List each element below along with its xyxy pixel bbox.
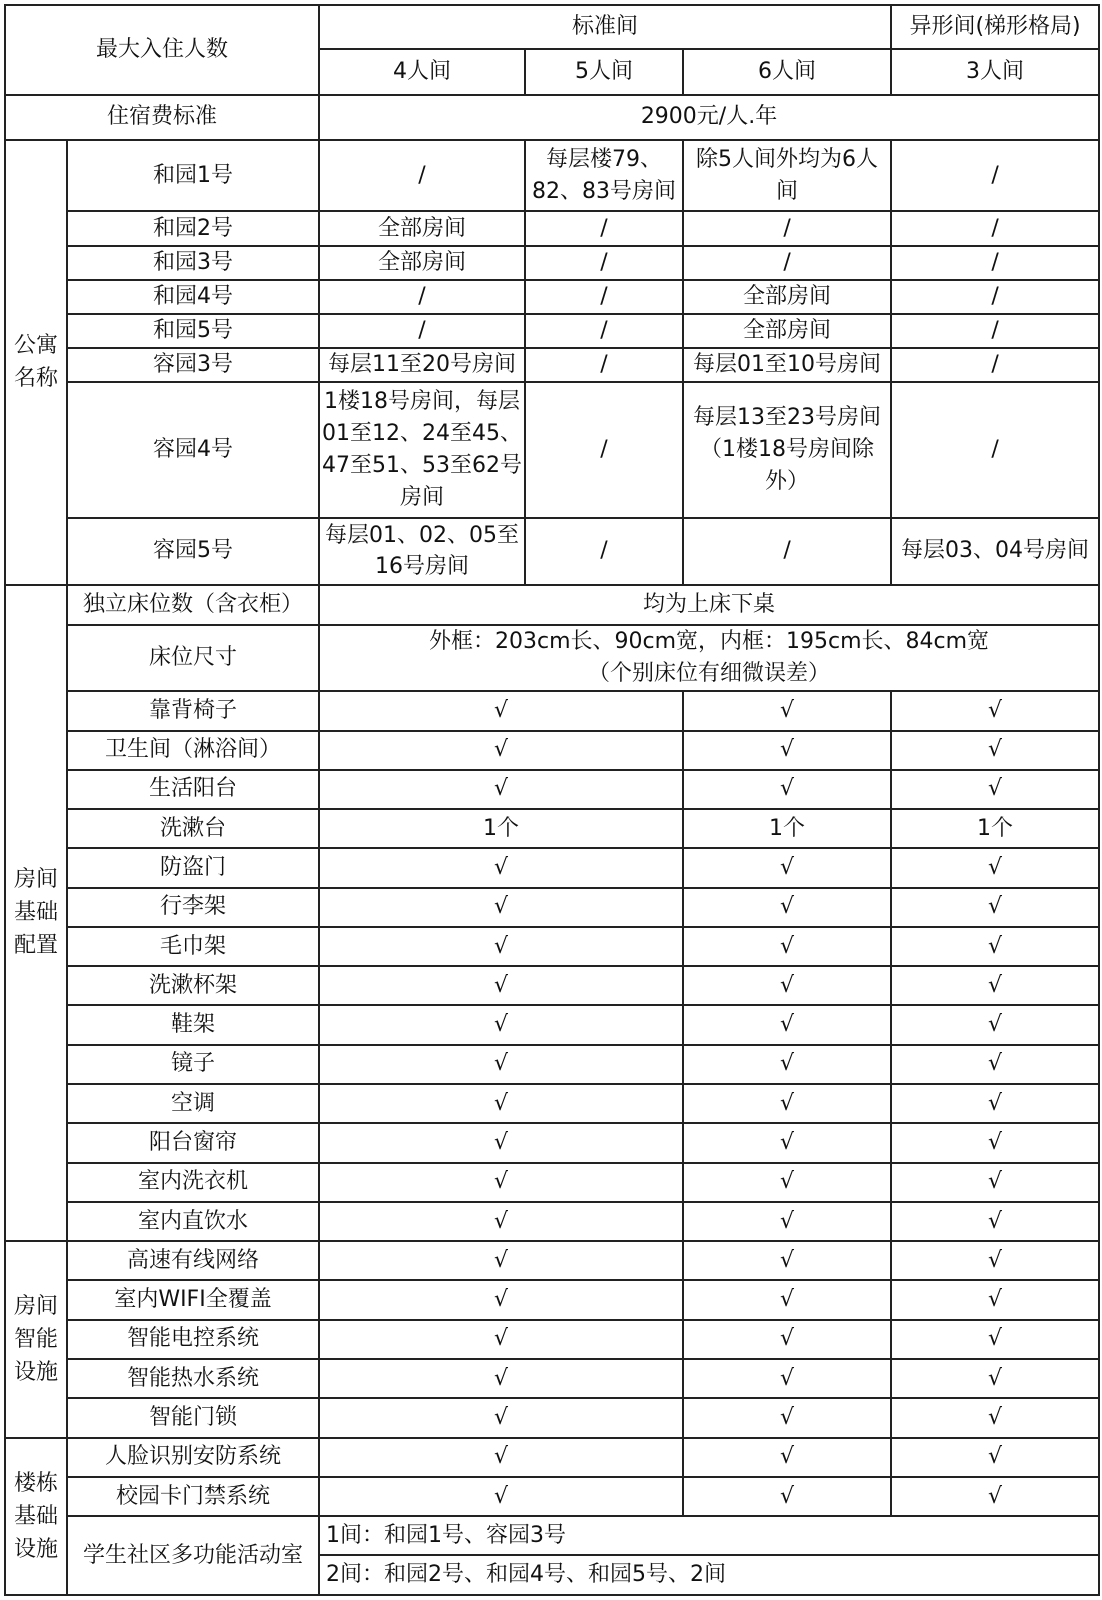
special-room-header: 异形间(梯形格局) (891, 5, 1099, 49)
fee-value: 2900元/人.年 (319, 95, 1099, 140)
cell-standard-4-5: √ (319, 966, 683, 1005)
cell-4: 全部房间 (319, 211, 525, 245)
cell-standard-4-5: √ (319, 731, 683, 770)
feature-name: 高速有线网络 (67, 1241, 319, 1280)
cell-standard-6: √ (683, 1320, 891, 1359)
feature-name: 空调 (67, 1084, 319, 1123)
bed-count-label: 独立床位数（含衣柜） (67, 585, 319, 625)
cell-standard-4-5: √ (319, 1359, 683, 1398)
cell-standard-6: √ (683, 1163, 891, 1202)
cell-standard-6: √ (683, 848, 891, 887)
cell-3: / (891, 246, 1099, 280)
cell-3: / (891, 382, 1099, 518)
cell-standard-4-5: √ (319, 1084, 683, 1123)
apartment-name: 和园4号 (67, 280, 319, 314)
cell-special-3: √ (891, 1398, 1099, 1437)
cell-special-3: √ (891, 888, 1099, 927)
cell-special-3: √ (891, 691, 1099, 730)
cell-standard-6: √ (683, 888, 891, 927)
standard-room-header: 标准间 (319, 5, 891, 49)
cell-standard-6: √ (683, 1123, 891, 1162)
cell-standard-4-5: √ (319, 1438, 683, 1477)
bed-size-value (319, 625, 1099, 691)
col-5-header: 5人间 (525, 49, 683, 94)
cell-4: / (319, 314, 525, 348)
cell-standard-4-5: √ (319, 770, 683, 809)
cell-standard-6: √ (683, 1359, 891, 1398)
feature-name: 鞋架 (67, 1005, 319, 1044)
cell-special-3: √ (891, 1084, 1099, 1123)
feature-name: 毛巾架 (67, 927, 319, 966)
cell-4: 1楼18号房间，每层01至12、24至45、47至51、53至62号房间 (319, 382, 525, 518)
feature-name: 人脸识别安防系统 (67, 1438, 319, 1477)
cell-3: / (891, 314, 1099, 348)
cell-5: / (525, 280, 683, 314)
col-4-header: 4人间 (319, 49, 525, 94)
cell-6: 全部房间 (683, 280, 891, 314)
feature-name: 防盗门 (67, 848, 319, 887)
cell-standard-6: √ (683, 1084, 891, 1123)
cell-standard-4-5: √ (319, 1280, 683, 1319)
cell-special-3: √ (891, 1123, 1099, 1162)
cell-standard-4-5: √ (319, 1477, 683, 1516)
fee-label: 住宿费标准 (5, 95, 319, 140)
dormitory-table (4, 4, 1100, 1596)
bed-size-note: （个别床位有细微误差） (588, 661, 831, 687)
feature-name: 室内直饮水 (67, 1202, 319, 1241)
apartments-category: 公寓 名称 (5, 140, 67, 585)
cell-standard-6: √ (683, 770, 891, 809)
cell-standard-6: √ (683, 1202, 891, 1241)
cell-standard-6: √ (683, 1438, 891, 1477)
cell-3: / (891, 211, 1099, 245)
cell-standard-4-5: √ (319, 1005, 683, 1044)
cell-standard-6: √ (683, 1005, 891, 1044)
cell-standard-4-5: √ (319, 1123, 683, 1162)
cell-special-3: √ (891, 1241, 1099, 1280)
cell-standard-6: √ (683, 1477, 891, 1516)
cell-standard-6: √ (683, 691, 891, 730)
cell-standard-4-5: √ (319, 1398, 683, 1437)
cell-6: / (683, 211, 891, 245)
cell-standard-4-5: √ (319, 1202, 683, 1241)
feature-name: 靠背椅子 (67, 691, 319, 730)
cell-standard-4-5: √ (319, 848, 683, 887)
cell-special-3: √ (891, 1359, 1099, 1398)
cell-standard-6: √ (683, 731, 891, 770)
cell-special-3: √ (891, 1045, 1099, 1084)
feature-name: 镜子 (67, 1045, 319, 1084)
feature-name: 智能电控系统 (67, 1320, 319, 1359)
cell-3: 每层03、04号房间 (891, 518, 1099, 584)
cell-special-3: √ (891, 1163, 1099, 1202)
cell-special-3: √ (891, 1438, 1099, 1477)
feature-name: 洗漱杯架 (67, 966, 319, 1005)
max-occupancy-header: 最大入住人数 (5, 5, 319, 95)
cell-5: / (525, 246, 683, 280)
cell-standard-6: 1个 (683, 809, 891, 848)
cell-5: / (525, 314, 683, 348)
feature-name: 阳台窗帘 (67, 1123, 319, 1162)
cell-6: / (683, 246, 891, 280)
feature-name: 生活阳台 (67, 770, 319, 809)
cell-6: 每层13至23号房间（1楼18号房间除外） (683, 382, 891, 518)
room-basic-category: 房间 基础 配置 (5, 585, 67, 1242)
cell-standard-6: √ (683, 1241, 891, 1280)
cell-special-3: √ (891, 927, 1099, 966)
cell-6: 每层01至10号房间 (683, 348, 891, 382)
cell-standard-6: √ (683, 1280, 891, 1319)
cell-5: / (525, 348, 683, 382)
cell-4: / (319, 140, 525, 212)
bed-size-dimensions: 外框：203cm长、90cm宽，内框：195cm长、84cm宽 (428, 629, 990, 655)
cell-standard-4-5: √ (319, 927, 683, 966)
feature-name: 智能热水系统 (67, 1359, 319, 1398)
cell-5: / (525, 382, 683, 518)
cell-standard-4-5: √ (319, 888, 683, 927)
feature-name: 卫生间（淋浴间） (67, 731, 319, 770)
cell-standard-4-5: √ (319, 1320, 683, 1359)
cell-special-3: √ (891, 966, 1099, 1005)
cell-standard-4-5: 1个 (319, 809, 683, 848)
cell-standard-4-5: √ (319, 1163, 683, 1202)
cell-4: 每层11至20号房间 (319, 348, 525, 382)
cell-standard-4-5: √ (319, 1241, 683, 1280)
cell-standard-6: √ (683, 1045, 891, 1084)
feature-name: 智能门锁 (67, 1398, 319, 1437)
cell-standard-6: √ (683, 1398, 891, 1437)
cell-3: / (891, 280, 1099, 314)
col-6-header: 6人间 (683, 49, 891, 94)
activity-room-line-2: 2间：和园2号、和园4号、和园5号、2间 (319, 1555, 1099, 1595)
apartment-name: 和园2号 (67, 211, 319, 245)
cell-standard-4-5: √ (319, 691, 683, 730)
feature-name: 室内WIFI全覆盖 (67, 1280, 319, 1319)
bed-size-label: 床位尺寸 (67, 625, 319, 691)
building-category: 楼栋 基础 设施 (5, 1438, 67, 1595)
cell-standard-6: √ (683, 966, 891, 1005)
cell-special-3: √ (891, 1280, 1099, 1319)
apartment-name: 和园3号 (67, 246, 319, 280)
cell-special-3: √ (891, 1477, 1099, 1516)
feature-name: 洗漱台 (67, 809, 319, 848)
cell-6: 除5人间外均为6人间 (683, 140, 891, 212)
activity-room-line-1: 1间：和园1号、容园3号 (319, 1516, 1099, 1555)
cell-special-3: √ (891, 848, 1099, 887)
cell-special-3: √ (891, 770, 1099, 809)
cell-3: / (891, 140, 1099, 212)
cell-6: / (683, 518, 891, 584)
cell-4: / (319, 280, 525, 314)
col-3-header: 3人间 (891, 49, 1099, 94)
cell-special-3: 1个 (891, 809, 1099, 848)
apartment-name: 和园1号 (67, 140, 319, 212)
cell-5: / (525, 518, 683, 584)
cell-4: 全部房间 (319, 246, 525, 280)
apartment-name: 容园3号 (67, 348, 319, 382)
room-smart-category: 房间 智能 设施 (5, 1241, 67, 1437)
cell-special-3: √ (891, 1005, 1099, 1044)
cell-standard-4-5: √ (319, 1045, 683, 1084)
cell-standard-6: √ (683, 927, 891, 966)
bed-count-value: 均为上床下桌 (319, 585, 1099, 625)
cell-special-3: √ (891, 731, 1099, 770)
cell-3: / (891, 348, 1099, 382)
cell-6: 全部房间 (683, 314, 891, 348)
apartment-name: 容园5号 (67, 518, 319, 584)
feature-name: 室内洗衣机 (67, 1163, 319, 1202)
feature-name: 行李架 (67, 888, 319, 927)
cell-special-3: √ (891, 1320, 1099, 1359)
cell-4: 每层01、02、05至16号房间 (319, 518, 525, 584)
apartment-name: 容园4号 (67, 382, 319, 518)
cell-special-3: √ (891, 1202, 1099, 1241)
apartment-name: 和园5号 (67, 314, 319, 348)
feature-name: 校园卡门禁系统 (67, 1477, 319, 1516)
cell-5: / (525, 211, 683, 245)
cell-5: 每层楼79、82、83号房间 (525, 140, 683, 212)
activity-room-label: 学生社区多功能活动室 (67, 1516, 319, 1595)
